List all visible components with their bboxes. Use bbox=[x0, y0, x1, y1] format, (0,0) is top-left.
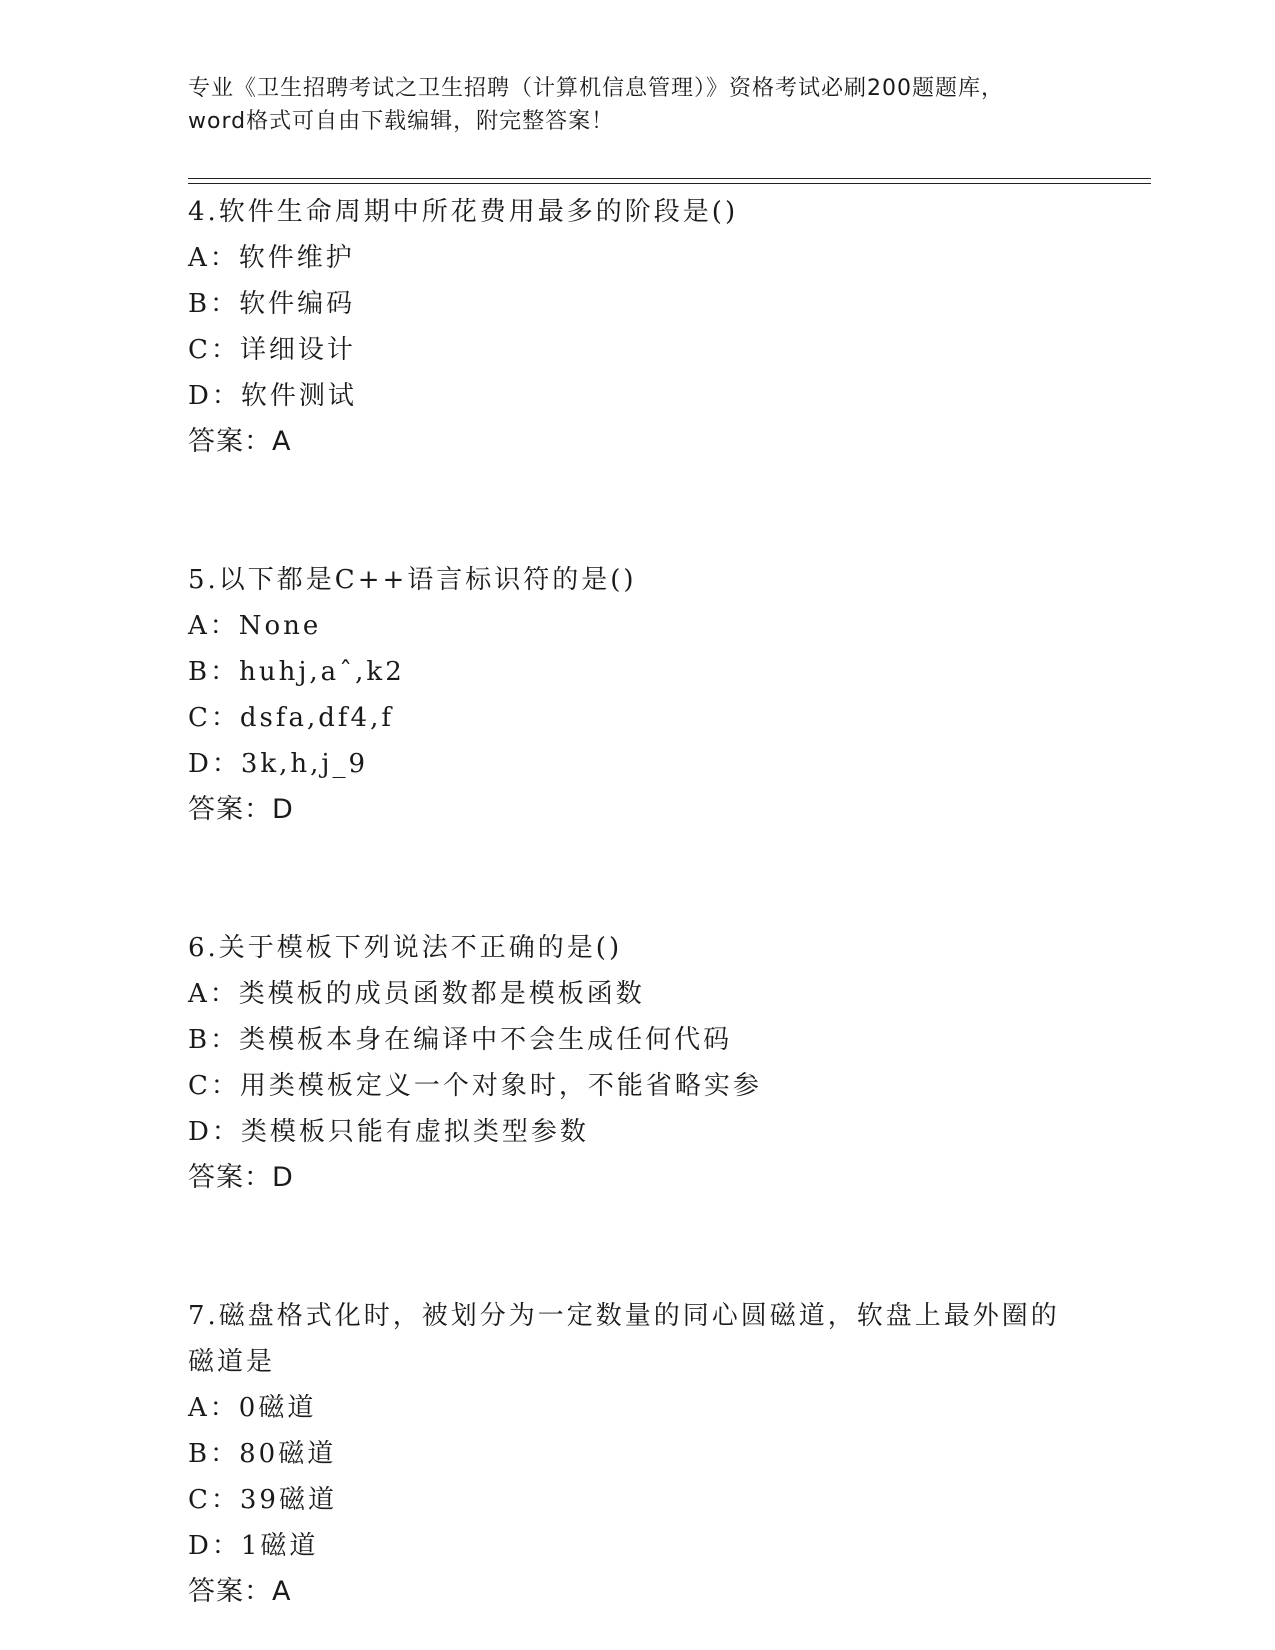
question-stem: 6.关于模板下列说法不正确的是() bbox=[188, 933, 623, 963]
option-b: B：类模板本身在编译中不会生成任何代码 bbox=[188, 1025, 733, 1055]
question-4 bbox=[188, 189, 1088, 465]
answer-text: 答案：A bbox=[188, 426, 292, 457]
option-a: A：软件维护 bbox=[188, 243, 355, 273]
option-c: C：39磁道 bbox=[188, 1485, 337, 1515]
option-b: B：huhj,aˆ,k2 bbox=[188, 657, 405, 687]
option-a: A：0磁道 bbox=[188, 1393, 317, 1423]
option-d: D：3k,h,j_9 bbox=[188, 749, 369, 779]
question-5 bbox=[188, 557, 1088, 833]
option-b: B：80磁道 bbox=[188, 1439, 337, 1469]
header-line-2: word格式可自由下载编辑，附完整答案！ bbox=[188, 109, 615, 134]
document-header bbox=[188, 72, 1088, 138]
option-b: B：软件编码 bbox=[188, 289, 356, 319]
answer-text: 答案：D bbox=[188, 1162, 294, 1193]
option-d: D：类模板只能有虚拟类型参数 bbox=[188, 1117, 589, 1147]
option-c: C：dsfa,df4,f bbox=[188, 703, 394, 733]
option-d: D：1磁道 bbox=[188, 1531, 319, 1561]
question-7 bbox=[188, 1293, 1088, 1615]
option-c: C：用类模板定义一个对象时，不能省略实参 bbox=[188, 1071, 762, 1101]
question-stem: 7.磁盘格式化时，被划分为一定数量的同心圆磁道，软盘上最外圈的磁道是 bbox=[188, 1301, 1060, 1377]
header-divider-top bbox=[188, 178, 1151, 179]
option-d: D：软件测试 bbox=[188, 381, 357, 411]
question-list bbox=[188, 189, 1088, 1615]
option-a: A：类模板的成员函数都是模板函数 bbox=[188, 979, 645, 1009]
option-a: A：None bbox=[188, 611, 322, 641]
question-stem: 4.软件生命周期中所花费用最多的阶段是() bbox=[188, 197, 739, 227]
option-c: C：详细设计 bbox=[188, 335, 356, 365]
answer-text: 答案：D bbox=[188, 794, 294, 825]
header-line-1: 专业《卫生招聘考试之卫生招聘（计算机信息管理）》资格考试必刷200题题库， bbox=[188, 76, 1004, 101]
answer-text: 答案：A bbox=[188, 1576, 292, 1607]
header-divider-bottom bbox=[188, 183, 1151, 184]
question-stem: 5.以下都是C++语言标识符的是() bbox=[188, 565, 637, 595]
question-6 bbox=[188, 925, 1088, 1201]
